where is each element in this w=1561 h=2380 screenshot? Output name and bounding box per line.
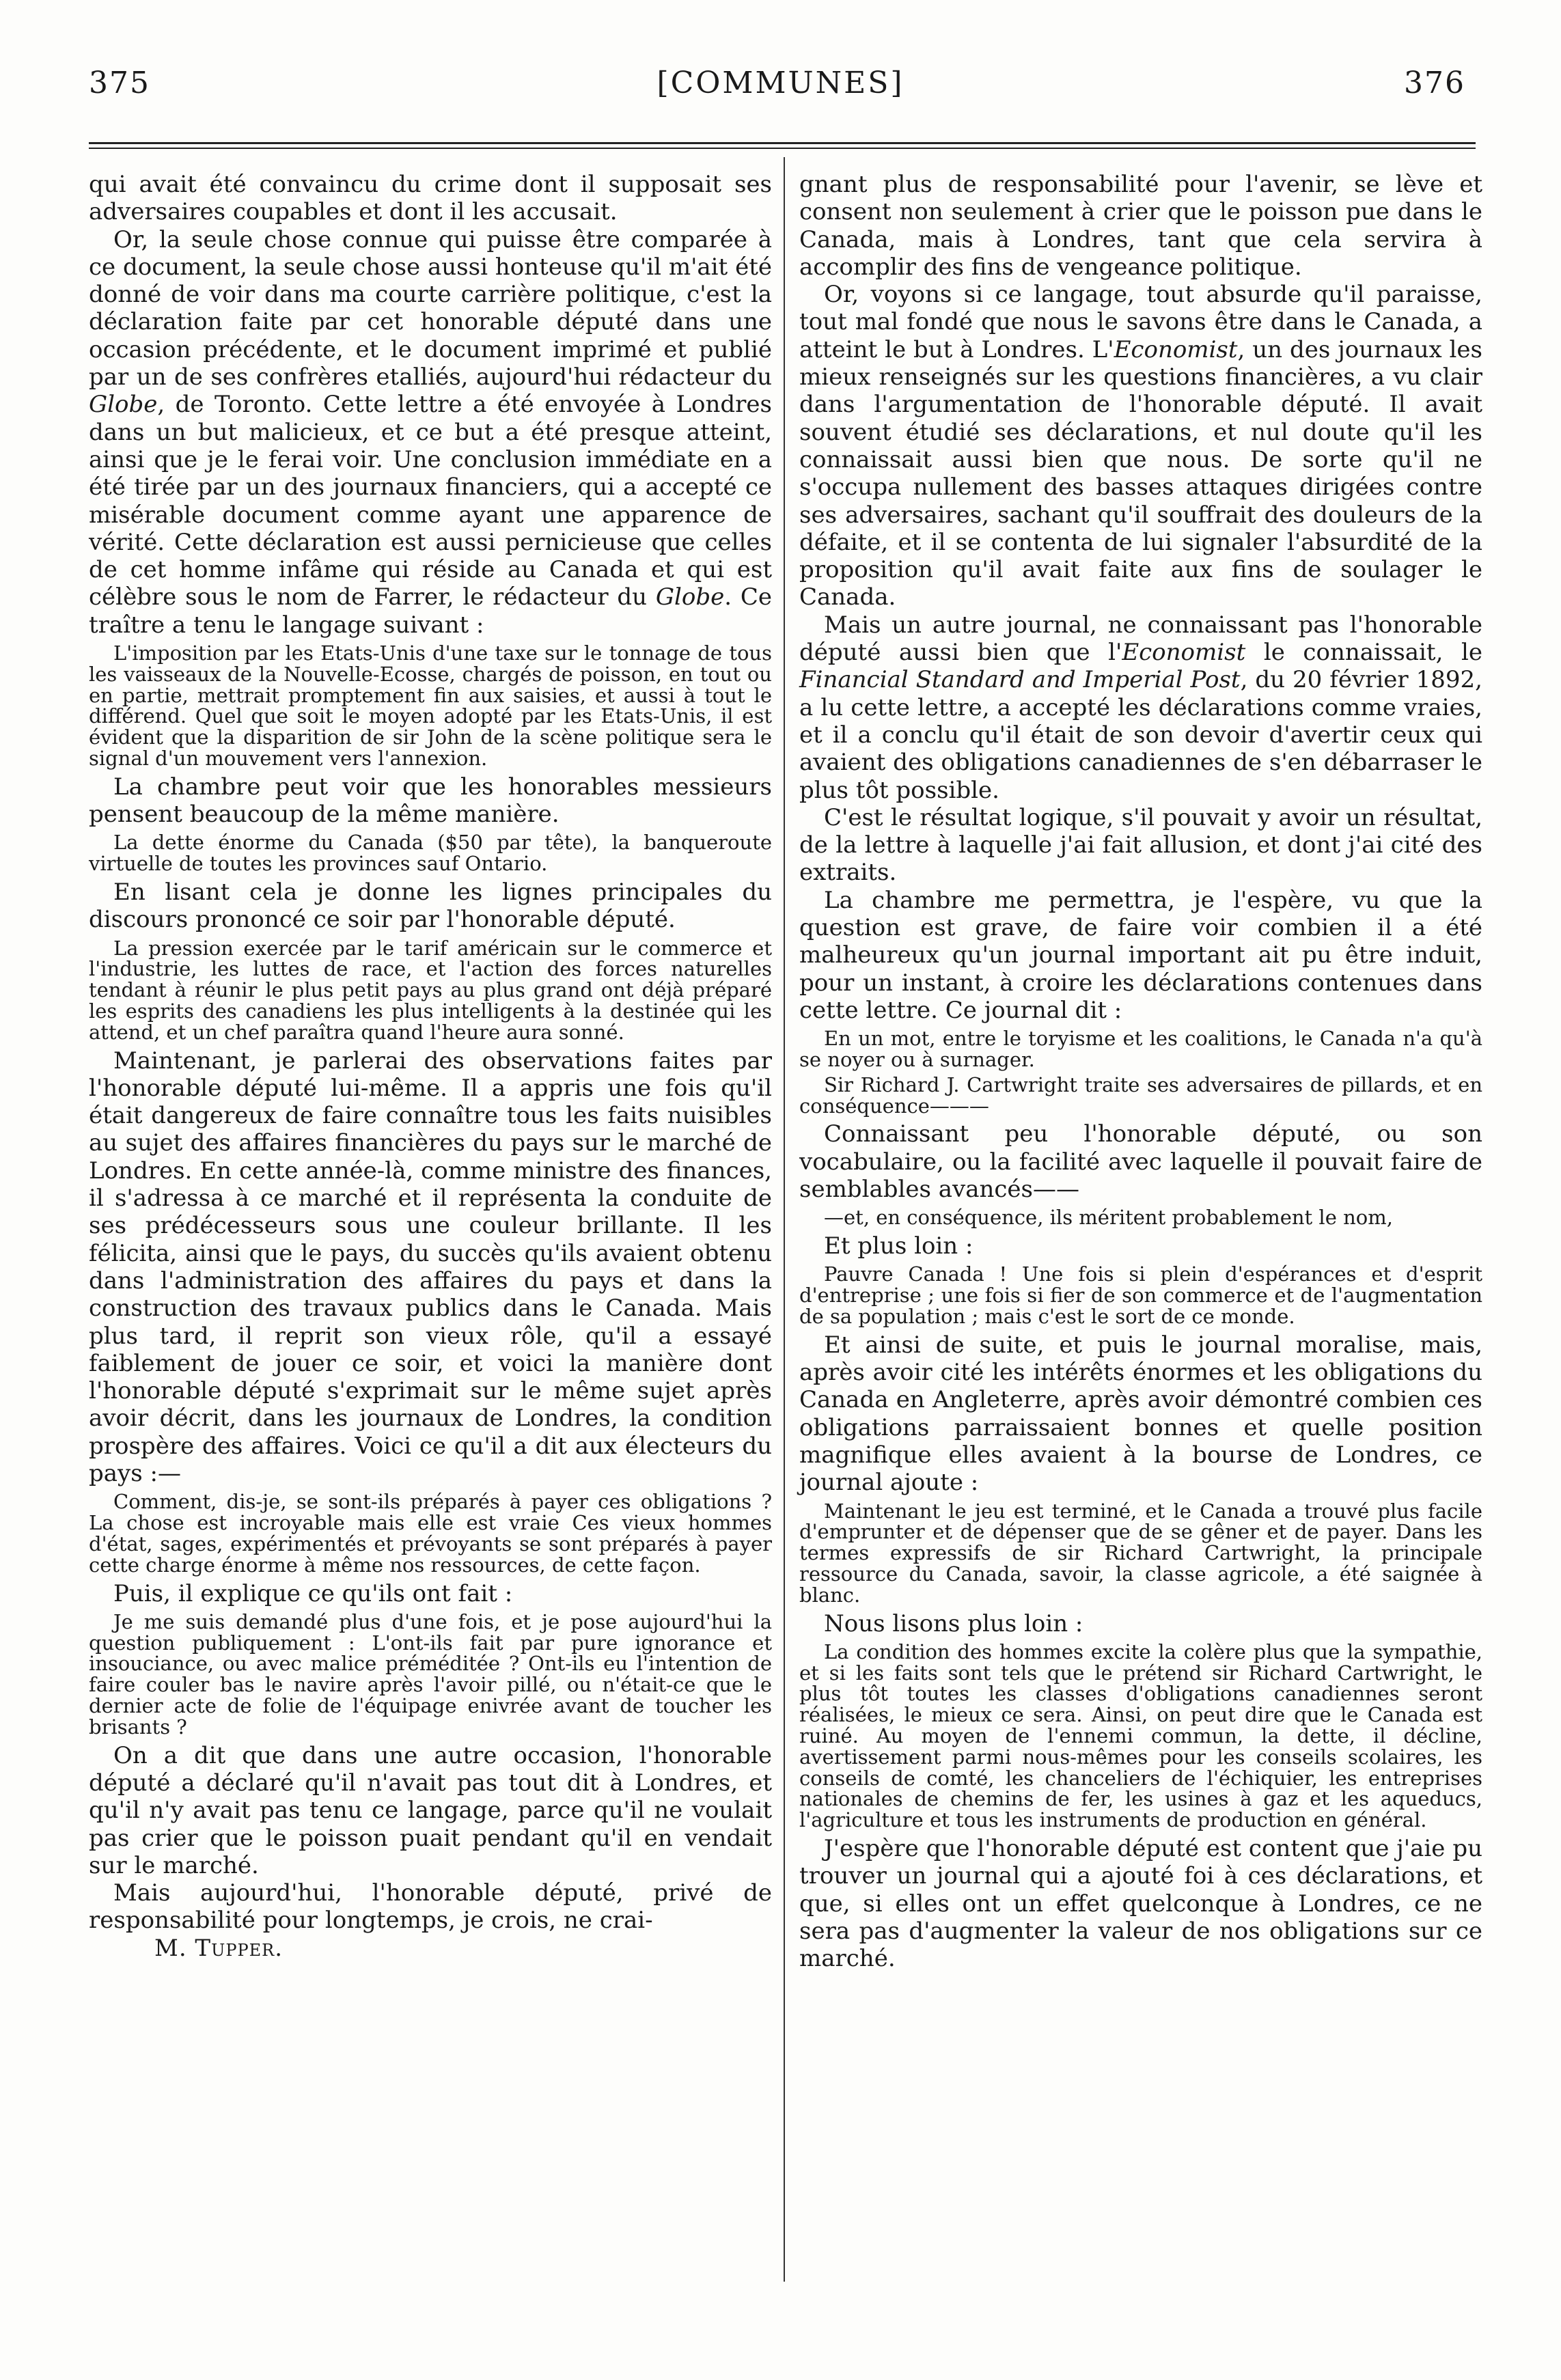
quotation: La pression exercée par le tarif américain sur le commerce et l'industrie, les luttes de race, et l'action des forces naturelles tendant à réunir le plus petit pays au plus grand ont déjà préparé les esprits des canadiens les plus intelligents à la destinée qui les attend, et un chef paraîtra quand l'heure aura sonné.: [89, 936, 772, 1044]
column-left: [89, 171, 772, 1962]
paragraph: En lisant cela je donne les lignes principales du discours prononcé ce soir par l'honorable député.: [89, 878, 772, 934]
paragraph: Connaissant peu l'honorable député, ou son vocabulaire, ou la facilité avec laquelle il pouvait faire de semblables avancés——: [799, 1120, 1482, 1203]
paragraph: Or, la seule chose connue qui puisse être comparée à ce document, la seule chose aussi honteuse qu'il m'ait été donné de voir dans ma courte carrière politique, c'est la déclaration faite par cet honorable député dans une occasion précédente, et le document imprimé et publié par un de ses confrères etalliés, aujourd'hui rédacteur du Globe, de Toronto. Cette lettre a été envoyée à Londres dans un but malicieux, et ce but a été presque atteint, ainsi que je le ferai voir. Une conclusion immédiate en a été tirée par un des journaux financiers, qui a accepté ce misérable document comme ayant une apparence de vérité. Cette déclaration est aussi pernicieuse que celles de cet homme infâme qui réside au Canada et qui est célèbre sous le nom de Farrer, le rédacteur du Globe. Ce traître a tenu le langage suivant :: [89, 225, 772, 639]
paragraph: La chambre me permettra, je l'espère, vu que la question est grave, de faire voir combien il a été malheureux qu'un journal important ait pu être induit, pour un instant, à croire les déclarations contenues dans cette lettre. Ce journal dit :: [799, 886, 1482, 1024]
speaker-signature: M. Tupper.: [154, 1934, 284, 1962]
paragraph: qui avait été convaincu du crime dont il supposait ses adversaires coupables et dont il les accusait.: [89, 171, 772, 226]
paragraph: Nous lisons plus loin :: [824, 1609, 1083, 1637]
column-right: [799, 171, 1482, 1972]
quotation: Je me suis demandé plus d'une fois, et je pose aujourd'hui la question publiquement : L'ont-ils fait par pure ignorance et insouciance, ou avec malice préméditée ? Ont-ils eu l'intention de faire couler bas le navire après l'avoir pillé, ou n'était-ce que le dernier acte de folie de l'équipage enivrée avant de toucher les brisants ?: [89, 1609, 772, 1739]
paragraph: J'espère que l'honorable député est content que j'aie pu trouver un journal qui a ajouté foi à ces déclarations, et que, si elles ont un effet quelconque à Londres, ce ne sera pas d'augmenter la valeur de nos obligations sur ce marché.: [799, 1835, 1482, 1973]
paragraph: gnant plus de responsabilité pour l'avenir, se lève et consent non seulement à crier que le poisson pue dans le Canada, mais à Londres, tant que cela servira à accomplir des fins de vengeance politique.: [799, 171, 1482, 281]
paragraph: La chambre peut voir que les honorables messieurs pensent beaucoup de la même manière.: [89, 773, 772, 829]
paragraph: Maintenant, je parlerai des observations faites par l'honorable député lui-même. Il a appris une fois qu'il était dangereux de faire connaître tous les faits nuisibles au sujet des affaires financières du pays sur le marché de Londres. En cette année-là, comme ministre des finances, il s'adressa à ce marché et il représenta la conduite de ses prédécesseurs sous une couleur brillante. Il les félicita, ainsi que le pays, du succès qu'ils avaient obtenu dans l'administration des affaires du pays et dans la construction des travaux publics dans le Canada. Mais plus tard, il reprit son vieux rôle, qu'il a essayé faiblement de jouer ce soir, et voici la manière dont l'honorable député s'exprimait sur le même sujet après avoir décrit, dans les journaux de Londres, la condition prospère des affaires. Voici ce qu'il a dit aux électeurs du pays :—: [89, 1047, 772, 1488]
paragraph: Puis, il explique ce qu'ils ont fait :: [113, 1579, 513, 1607]
paragraph: Mais aujourd'hui, l'honorable député, privé de responsabilité pour longtemps, je crois, ne crai-: [89, 1879, 772, 1935]
paragraph: C'est le résultat logique, s'il pouvait y avoir un résultat, de la lettre à laquelle j'ai fait allusion, et dont j'ai cité des extraits.: [799, 803, 1482, 887]
quotation: En un mot, entre le toryisme et les coalitions, le Canada n'a qu'à se noyer ou à surnager.: [799, 1027, 1482, 1071]
header-rule-bottom: [89, 148, 1476, 149]
quotation: L'imposition par les Etats-Unis d'une taxe sur le tonnage de tous les vaisseaux de la Nouvelle-Ecosse, chargés de poisson, en tout ou en partie, mettrait promptement fin aux saisies, et aussi à tout le différend. Quel que soit le moyen adopté par les Etats-Unis, il est évident que la disparition de sir John de la scène politique sera le signal d'un mouvement vers l'annexion.: [89, 641, 772, 771]
page-number-right: 376: [1404, 66, 1465, 100]
column-divider: [784, 157, 785, 2282]
paragraph: Et plus loin :: [824, 1232, 973, 1260]
quotation: Comment, dis-je, se sont-ils préparés à payer ces obligations ? La chose est incroyable mais elle est vraie Ces vieux hommes d'état, sages, expérimentés et prévoyants se sont préparés à payer cette charge énorme à même nos ressources, de cette façon.: [89, 1490, 772, 1577]
header-rule-top: [89, 142, 1476, 144]
page-title: [COMMUNES]: [657, 66, 904, 100]
paragraph: Mais un autre journal, ne connaissant pas l'honorable député aussi bien que l'Economist le connaissait, le Financial Standard and Imperial Post, du 20 février 1892, a lu cette lettre, a accepté les déclarations comme vraies, et il a conclu qu'il était de son devoir d'avertir ceux qui avaient des obligations canadiennes de s'en débarraser le plus tôt possible.: [799, 611, 1482, 804]
paragraph: On a dit que dans une autre occasion, l'honorable député a déclaré qu'il n'avait pas tout dit à Londres, et qu'il n'y avait pas tenu ce langage, parce qu'il ne voulait pas crier que le poisson puait pendant qu'il en vendait sur le marché.: [89, 1741, 772, 1879]
quotation: Pauvre Canada ! Une fois si plein d'espérances et d'esprit d'entreprise ; une fois si fier de son commerce et de l'augmentation de sa population ; mais c'est le sort de ce monde.: [799, 1262, 1482, 1328]
paragraph: Or, voyons si ce langage, tout absurde qu'il paraisse, tout mal fondé que nous le savons être dans le Canada, a atteint le but à Londres. L'Economist, un des journaux les mieux renseignés sur les questions financières, a vu clair dans l'argumentation de l'honorable député. Il avait souvent étudié ses déclarations, et nul doute qu'il les connaissait aussi bien que nous. De sorte qu'il ne s'occupa nullement des basses attaques dirigées contre ses adversaires, sachant qu'il souffrait des douleurs de la défaite, et il se contenta de lui signaler l'absurdité de la proposition qu'il avait faite aux fins de soulager le Canada.: [799, 281, 1483, 611]
page-number-left: 375: [89, 66, 150, 100]
quotation: —et, en conséquence, ils méritent probablement le nom,: [824, 1206, 1393, 1230]
quotation: La condition des hommes excite la colère plus que la sympathie, et si les faits sont tels que le prétend sir Richard Cartwright, le plus tôt toutes les classes d'obligations canadiennes seront réalisées, le mieux ce sera. Ainsi, on peut dire que le Canada est ruiné. Au moyen de l'ennemi commun, la dette, il décline, avertissement parmi nous-mêmes pour les conseils scolaires, les conseils de comté, les chanceliers de l'échiquier, les entreprises nationales de chemins de fer, les usines à gaz et les aqueducs, l'agriculture et tous les instruments de production en général.: [799, 1639, 1482, 1832]
quotation: Sir Richard J. Cartwright traite ses adversaires de pillards, et en conséquence———: [799, 1073, 1482, 1118]
paragraph: Et ainsi de suite, et puis le journal moralise, mais, après avoir cité les intérêts énormes et les obligations du Canada en Angleterre, après avoir démontré combien ces obligations parraissaient bonnes et quelle position magnifique elles avaient à la bourse de Londres, ce journal ajoute :: [799, 1331, 1482, 1497]
quotation: La dette énorme du Canada ($50 par tête), la banqueroute virtuelle de toutes les provinces sauf Ontario.: [89, 831, 772, 876]
quotation: Maintenant le jeu est terminé, et le Canada a trouvé plus facile d'emprunter et de dépenser que de se gêner et de payer. Dans les termes expressifs de sir Richard Cartwright, la principale ressource du Canada, savoir, la classe agricole, a été saignée à blanc.: [799, 1499, 1482, 1607]
